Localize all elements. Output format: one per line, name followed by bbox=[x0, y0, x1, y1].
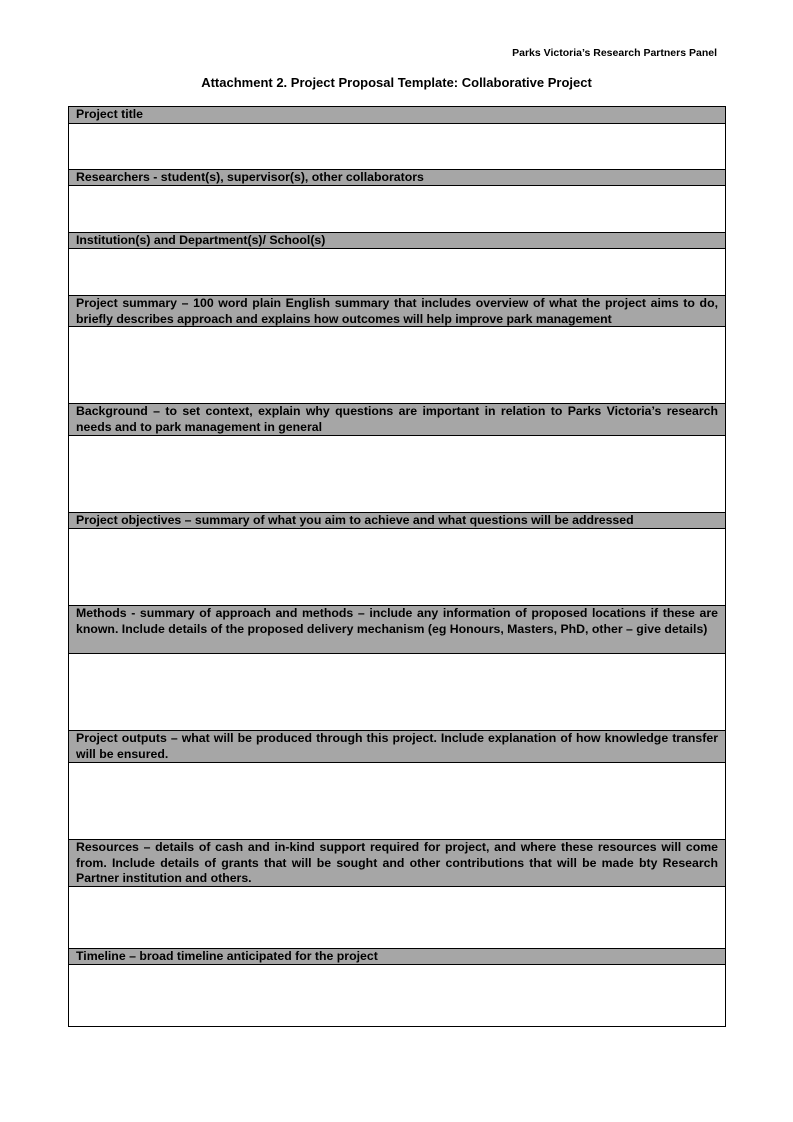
field-background[interactable] bbox=[69, 436, 725, 513]
section-header-resources: Resources – details of cash and in-kind support required for project, and where these resources will come from. Include details of grants that will be sought and other contributions that will be made bty Research Partner institution and others. bbox=[69, 840, 725, 887]
field-project-outputs[interactable] bbox=[69, 763, 725, 840]
section-header-project-outputs: Project outputs – what will be produced through this project. Include explanation of how knowledge transfer will be ensured. bbox=[69, 731, 725, 763]
section-header-project-title: Project title bbox=[69, 107, 725, 124]
proposal-form-table bbox=[68, 106, 726, 1027]
field-resources[interactable] bbox=[69, 887, 725, 949]
field-methods[interactable] bbox=[69, 654, 725, 731]
section-header-project-summary: Project summary – 100 word plain English summary that includes overview of what the project aims to do, briefly describes approach and explains how outcomes will help improve park management bbox=[69, 296, 725, 327]
document-title: Attachment 2. Project Proposal Template: Collaborative Project bbox=[201, 75, 592, 90]
section-header-institutions: Institution(s) and Department(s)/ School(s) bbox=[69, 233, 725, 249]
field-project-title[interactable] bbox=[69, 124, 725, 170]
section-header-methods: Methods - summary of approach and methods – include any information of proposed locations if these are known. Include details of the proposed delivery mechanism (eg Honours, Masters, PhD, other – give details) bbox=[69, 606, 725, 654]
field-researchers[interactable] bbox=[69, 186, 725, 233]
section-header-timeline: Timeline – broad timeline anticipated for the project bbox=[69, 949, 725, 965]
running-header: Parks Victoria’s Research Partners Panel bbox=[512, 47, 717, 59]
field-project-objectives[interactable] bbox=[69, 529, 725, 606]
section-header-project-objectives: Project objectives – summary of what you aim to achieve and what questions will be addressed bbox=[69, 513, 725, 529]
section-header-background: Background – to set context, explain why questions are important in relation to Parks Victoria’s research needs and to park management in general bbox=[69, 404, 725, 436]
section-header-researchers: Researchers - student(s), supervisor(s), other collaborators bbox=[69, 170, 725, 186]
field-project-summary[interactable] bbox=[69, 327, 725, 404]
field-institutions[interactable] bbox=[69, 249, 725, 296]
field-timeline[interactable] bbox=[69, 965, 725, 1026]
